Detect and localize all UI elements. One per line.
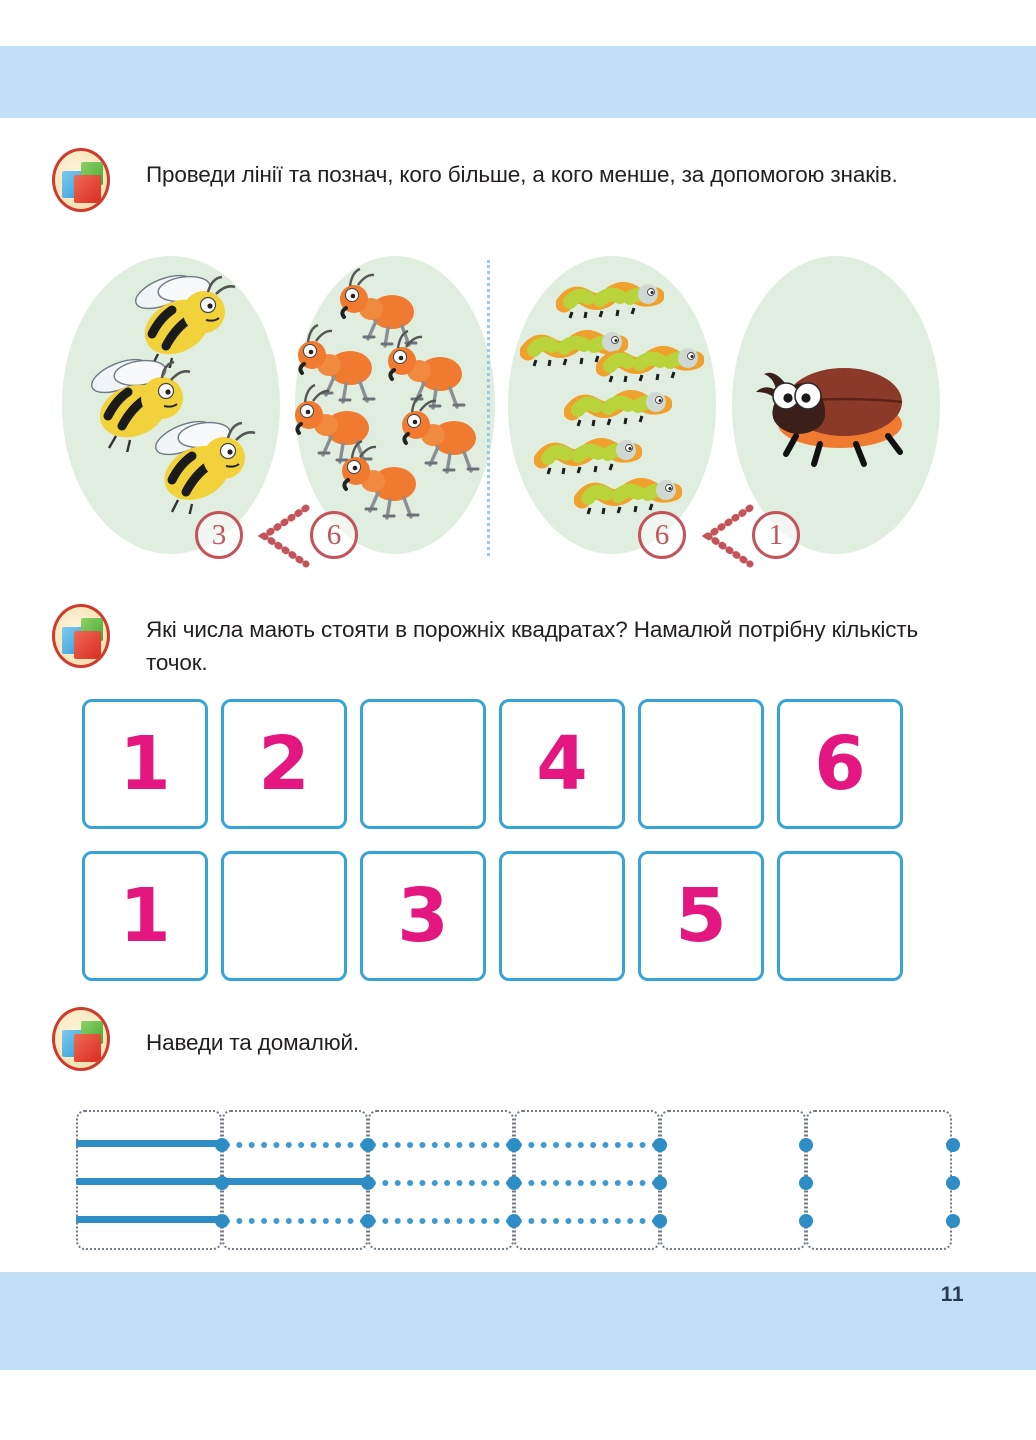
trace-dot bbox=[653, 1214, 667, 1228]
trace-cell-5[interactable] bbox=[660, 1110, 806, 1250]
trace-line-dotted bbox=[516, 1180, 658, 1186]
caterpillar-icon bbox=[596, 342, 704, 384]
trace-line-solid bbox=[76, 1140, 222, 1147]
count-token-ants: 6 bbox=[310, 511, 358, 559]
trace-dot bbox=[215, 1138, 229, 1152]
less-than-sign-dotted bbox=[250, 502, 314, 570]
number-box[interactable] bbox=[499, 851, 625, 981]
trace-line-dotted bbox=[516, 1142, 658, 1148]
trace-dot bbox=[946, 1176, 960, 1190]
trace-line-dotted bbox=[224, 1218, 366, 1224]
number-box[interactable]: 4 bbox=[499, 699, 625, 829]
trace-line-dotted bbox=[370, 1142, 512, 1148]
caterpillar-icon bbox=[534, 434, 642, 476]
trace-line-dotted bbox=[516, 1218, 658, 1224]
trace-dot bbox=[361, 1138, 375, 1152]
trace-dot bbox=[361, 1176, 375, 1190]
page-number: 11 bbox=[940, 1283, 964, 1306]
trace-dot bbox=[946, 1138, 960, 1152]
trace-dot bbox=[215, 1214, 229, 1228]
number-box[interactable] bbox=[221, 851, 347, 981]
beetle-icon bbox=[736, 350, 916, 470]
red-square-icon bbox=[74, 1034, 101, 1062]
number-box[interactable]: 3 bbox=[360, 851, 486, 981]
number-box[interactable]: 1 bbox=[82, 851, 208, 981]
trace-line-solid bbox=[76, 1178, 222, 1185]
red-square-icon bbox=[74, 175, 101, 203]
ant-icon bbox=[332, 438, 426, 524]
trace-cell-4[interactable] bbox=[514, 1110, 660, 1250]
footer-band bbox=[0, 1272, 1036, 1370]
number-box[interactable]: 5 bbox=[638, 851, 764, 981]
trace-dot bbox=[653, 1138, 667, 1152]
task-1-instruction: Проведи лінії та познач, кого більше, а кого менше, за допомогою знаків. bbox=[146, 162, 898, 187]
trace-dot bbox=[507, 1138, 521, 1152]
bee-icon bbox=[122, 272, 242, 368]
number-box[interactable] bbox=[777, 851, 903, 981]
number-box[interactable]: 6 bbox=[777, 699, 903, 829]
blocks-icon bbox=[52, 604, 110, 668]
trace-cell-6[interactable] bbox=[806, 1110, 952, 1250]
trace-line-dotted bbox=[370, 1180, 512, 1186]
trace-line-solid bbox=[76, 1216, 222, 1223]
number-box[interactable] bbox=[638, 699, 764, 829]
trace-cell-2[interactable] bbox=[222, 1110, 368, 1250]
trace-cell-3[interactable] bbox=[368, 1110, 514, 1250]
number-box[interactable]: 2 bbox=[221, 699, 347, 829]
count-token-caterpillars: 6 bbox=[638, 511, 686, 559]
trace-dot bbox=[799, 1176, 813, 1190]
trace-line-solid bbox=[222, 1178, 368, 1185]
trace-dot bbox=[799, 1214, 813, 1228]
trace-line-dotted bbox=[370, 1218, 512, 1224]
caterpillar-icon bbox=[556, 278, 664, 320]
task-3-instruction: Наведи та домалюй. bbox=[146, 1030, 359, 1055]
trace-cell-1[interactable] bbox=[76, 1110, 222, 1250]
task-2-instruction: Які числа мають стояти в порожніх квадратах? Намалюй потрібну кількість точок. bbox=[146, 617, 919, 675]
bee-icon bbox=[142, 418, 262, 514]
count-token-bees: 3 bbox=[195, 511, 243, 559]
caterpillar-icon bbox=[564, 386, 672, 428]
less-than-sign-dotted bbox=[694, 502, 758, 570]
trace-line-dotted bbox=[224, 1142, 366, 1148]
trace-dot bbox=[653, 1176, 667, 1190]
trace-dot bbox=[507, 1176, 521, 1190]
red-square-icon bbox=[74, 631, 101, 659]
blocks-icon bbox=[52, 148, 110, 212]
trace-dot bbox=[946, 1214, 960, 1228]
group-divider bbox=[487, 260, 490, 556]
header-band bbox=[0, 46, 1036, 118]
caterpillar-icon bbox=[574, 474, 682, 516]
trace-dot bbox=[361, 1214, 375, 1228]
blocks-icon bbox=[52, 1007, 110, 1071]
trace-dot bbox=[507, 1214, 521, 1228]
trace-dot bbox=[215, 1176, 229, 1190]
count-token-beetle: 1 bbox=[752, 511, 800, 559]
number-box[interactable]: 1 bbox=[82, 699, 208, 829]
number-box[interactable] bbox=[360, 699, 486, 829]
trace-dot bbox=[799, 1138, 813, 1152]
